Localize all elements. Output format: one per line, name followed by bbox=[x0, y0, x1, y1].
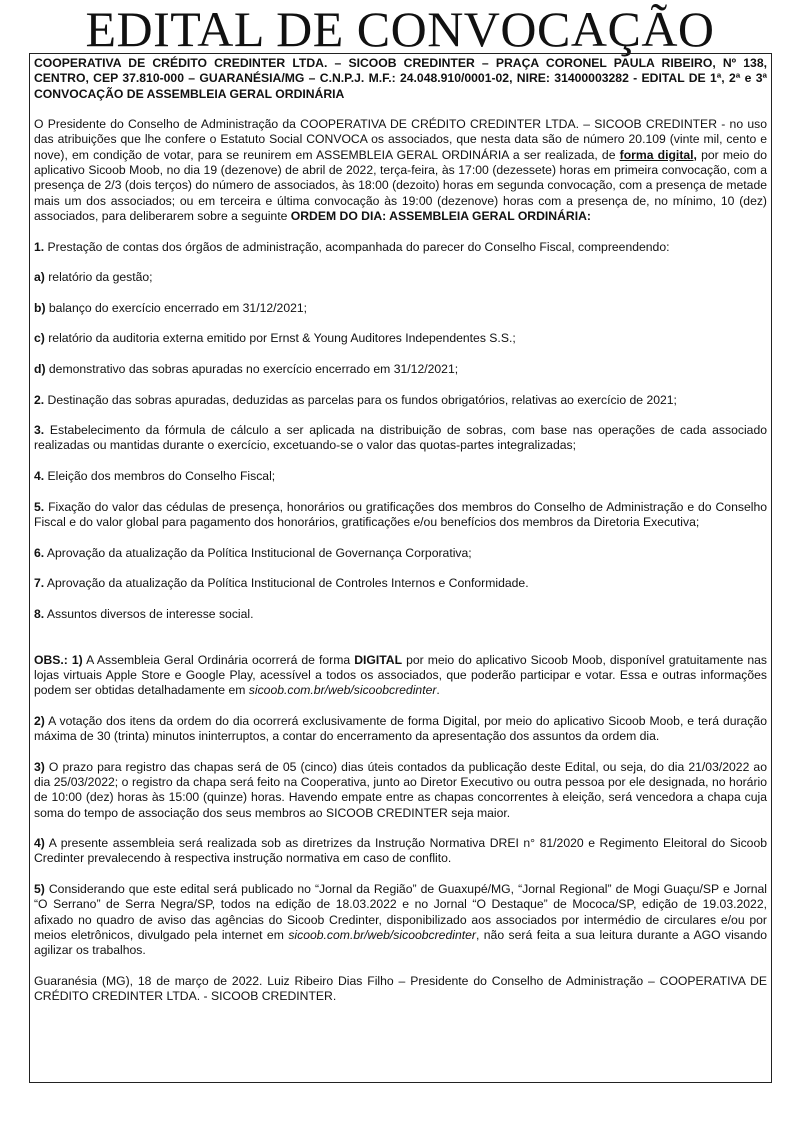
item-number: a) bbox=[34, 270, 45, 285]
intro-text-b: por meio do aplicativo Sicoob Moob, no dia 19 (dezenove) de abril de 2022, terça-feira, às 17:00 (dezessete) horas em primeira convocação, com a presença de 2/3 (dois terços) do número de associados, às 18:00 (dezoito) horas em segunda convocação, com a presença de metade mais um dos associados; ou em terceira e última convocação às 19:00 (dezenove) horas com a presença de, no mínimo, 10 (dez) associados, para deliberarem sobre a seguinte bbox=[34, 147, 767, 223]
item-number: b) bbox=[34, 300, 46, 315]
item-text: relatório da auditoria externa emitido por Ernst & Young Auditores Independentes S.S.; bbox=[44, 331, 516, 346]
agenda-item-c bbox=[34, 331, 767, 346]
agenda-item-8 bbox=[34, 607, 767, 622]
website-link[interactable]: sicoob.com.br/web/sicoobcredinter bbox=[288, 927, 476, 942]
item-text: Assuntos diversos de interesse social. bbox=[44, 606, 254, 621]
agenda-item-3 bbox=[34, 423, 767, 454]
item-text: Destinação das sobras apuradas, deduzidas as parcelas para os fundos obrigatórios, relativas ao exercício de 2021; bbox=[44, 392, 677, 407]
obs-text: O prazo para registro das chapas será de 05 (cinco) dias úteis contados da publicação deste Edital, ou seja, do dia 21/03/2022 ao dia 25/03/2022; o registro da chapa será feito na Cooperativa, junto ao Diretor Executivo ou outra pessoa por ele designada, no horário de 10:00 (dez) horas às 15:00 (quinze) horas. Havendo empate entre as chapas concorrentes à eleição, será vencedora a chapa cuja soma do tempo de associação dos seus membros ao SICOOB CREDINTER seja maior. bbox=[34, 759, 767, 820]
obs-1 bbox=[34, 653, 767, 699]
intro-paragraph bbox=[34, 117, 767, 224]
item-number: d) bbox=[34, 361, 46, 376]
obs-text: A votação dos itens da ordem do dia ocorrerá exclusivamente de forma Digital, por meio do aplicativo Sicoob Moob, e terá duração máxima de 30 (trinta) minutos ininterruptos, a contar do encerramento da apresentação dos assuntos da ordem dia. bbox=[34, 713, 767, 744]
obs-2 bbox=[34, 714, 767, 745]
item-number: 1. bbox=[34, 239, 45, 254]
website-link[interactable]: sicoob.com.br/web/sicoobcredinter bbox=[248, 683, 437, 698]
agenda-item-2 bbox=[34, 393, 767, 408]
obs-number: 4) bbox=[34, 836, 45, 851]
obs-text: A presente assembleia será realizada sob as diretrizes da Instrução Normativa DREI n° 81/2020 e Regimento Eleitoral do Sicoob Credinter prevalecendo à respectiva instrução normativa em caso de conflito. bbox=[34, 836, 767, 866]
item-text: Estabelecimento da fórmula de cálculo a ser aplicada na distribuição de sobras, com base nas operações de cada associado realizadas ou mantidas durante o exercício, excetuando-se o valor das quotas-partes integralizadas; bbox=[34, 423, 767, 453]
cooperative-header: COOPERATIVA DE CRÉDITO CREDINTER LTDA. – SICOOB CREDINTER – PRAÇA CORONEL PAULA RIBEIRO, Nº 138, CENTRO, CEP 37.810-000 – GUARANÉSIA/MG – C.N.P.J. M.F.: 24.048.910/0001-02, NIRE: 31400003282 - EDITAL DE 1ª, 2ª e 3ª CONVOCAÇÃO DE ASSEMBLEIA GERAL ORDINÁRIA bbox=[34, 56, 767, 101]
obs-text: . bbox=[436, 683, 440, 698]
item-text: balanço do exercício encerrado em 31/12/2021; bbox=[45, 300, 308, 315]
agenda-title: ORDEM DO DIA: ASSEMBLEIA GERAL ORDINÁRIA: bbox=[290, 208, 591, 223]
agenda-item-a bbox=[34, 270, 767, 285]
item-text: Fixação do valor das cédulas de presença, honorários ou gratificações dos membros do Conselho de Administração e do Conselho Fiscal e do valor global para pagamento dos honorários, gratificações e/ou benefícios dos membros da Diretoria Executiva; bbox=[34, 499, 767, 529]
agenda-item-b bbox=[34, 301, 767, 316]
obs-number: 5) bbox=[34, 882, 45, 897]
item-number: 8. bbox=[34, 606, 45, 621]
item-text: Aprovação da atualização da Política Institucional de Controles Internos e Conformidade. bbox=[44, 576, 529, 591]
agenda-item-7 bbox=[34, 576, 767, 591]
item-number: 5. bbox=[34, 499, 45, 514]
obs-5 bbox=[34, 882, 767, 958]
item-number: 7. bbox=[34, 576, 45, 591]
agenda-item-4 bbox=[34, 469, 767, 484]
item-number: 4. bbox=[34, 469, 45, 484]
notice-body bbox=[34, 56, 767, 1004]
obs-3 bbox=[34, 760, 767, 821]
obs-label: OBS.: 1) bbox=[34, 652, 83, 667]
item-number: c) bbox=[34, 331, 45, 346]
obs-text: A Assembleia Geral Ordinária ocorrerá de forma bbox=[82, 652, 355, 667]
obs-4 bbox=[34, 836, 767, 867]
item-text: demonstrativo das sobras apuradas no exercício encerrado em 31/12/2021; bbox=[45, 361, 459, 376]
item-text: Aprovação da atualização da Política Institucional de Governança Corporativa; bbox=[44, 545, 472, 560]
agenda-item-5 bbox=[34, 500, 767, 531]
intro-text-a: O Presidente do Conselho de Administração da COOPERATIVA DE CRÉDITO CREDINTER LTDA. – SICOOB CREDINTER - no uso das atribuições que lhe confere o Estatuto Social CONVOCA os associados, que nesta data são de número 20.109 (vinte mil, cento e nove), em condição de votar, para se reunirem em ASSEMBLEIA GERAL ORDINÁRIA a ser realizada, de bbox=[34, 117, 767, 162]
intro-emphasis: forma digital, bbox=[619, 147, 697, 162]
agenda-item-6 bbox=[34, 546, 767, 561]
agenda-item-1 bbox=[34, 240, 767, 255]
item-text: Prestação de contas dos órgãos de administração, acompanhada do parecer do Conselho Fiscal, compreendendo: bbox=[44, 239, 670, 254]
obs-number: 3) bbox=[34, 759, 45, 774]
item-text: relatório da gestão; bbox=[44, 270, 153, 285]
item-text: Eleição dos membros do Conselho Fiscal; bbox=[44, 469, 276, 484]
obs-text: por meio do aplicativo Sicoob Moob, disponível gratuitamente nas lojas virtuais Apple Store e Google Play, acessível a todos os associados, que poderão participar e votar. Essa e outras informações podem ser obtidas detalhadamente em bbox=[34, 652, 768, 698]
obs-text: , não será feita a sua leitura durante a AGO visando agilizar os trabalhos. bbox=[34, 927, 768, 958]
item-number: 3. bbox=[34, 423, 45, 438]
item-number: 6. bbox=[34, 545, 45, 560]
signature-line: Guaranésia (MG), 18 de março de 2022. Luiz Ribeiro Dias Filho – Presidente do Conselho de Administração – COOPERATIVA DE CRÉDITO CREDINTER LTDA. - SICOOB CREDINTER. bbox=[34, 973, 767, 1004]
agenda-item-d bbox=[34, 362, 767, 377]
obs-digital: DIGITAL bbox=[354, 652, 403, 667]
obs-number: 2) bbox=[34, 713, 45, 728]
obs-text: Considerando que este edital será publicado no “Jornal da Região” de Guaxupé/MG, “Jornal Regional” de Mogi Guaçu/SP e Jornal “O Serrano” de Serra Negra/SP, todos na edição de 18.03.2022 e no Jornal “O Destaque” de Mococa/SP, edição de 19.03.2022, afixado no quadro de aviso das agências do Sicoob Credinter, disponibilizado aos associados por intermédio de circulares e/ou por meios eletrônicos, divulgado pela internet em bbox=[34, 882, 767, 942]
page-title: EDITAL DE CONVOCAÇÃO bbox=[85, 1, 715, 57]
item-number: 2. bbox=[34, 392, 45, 407]
